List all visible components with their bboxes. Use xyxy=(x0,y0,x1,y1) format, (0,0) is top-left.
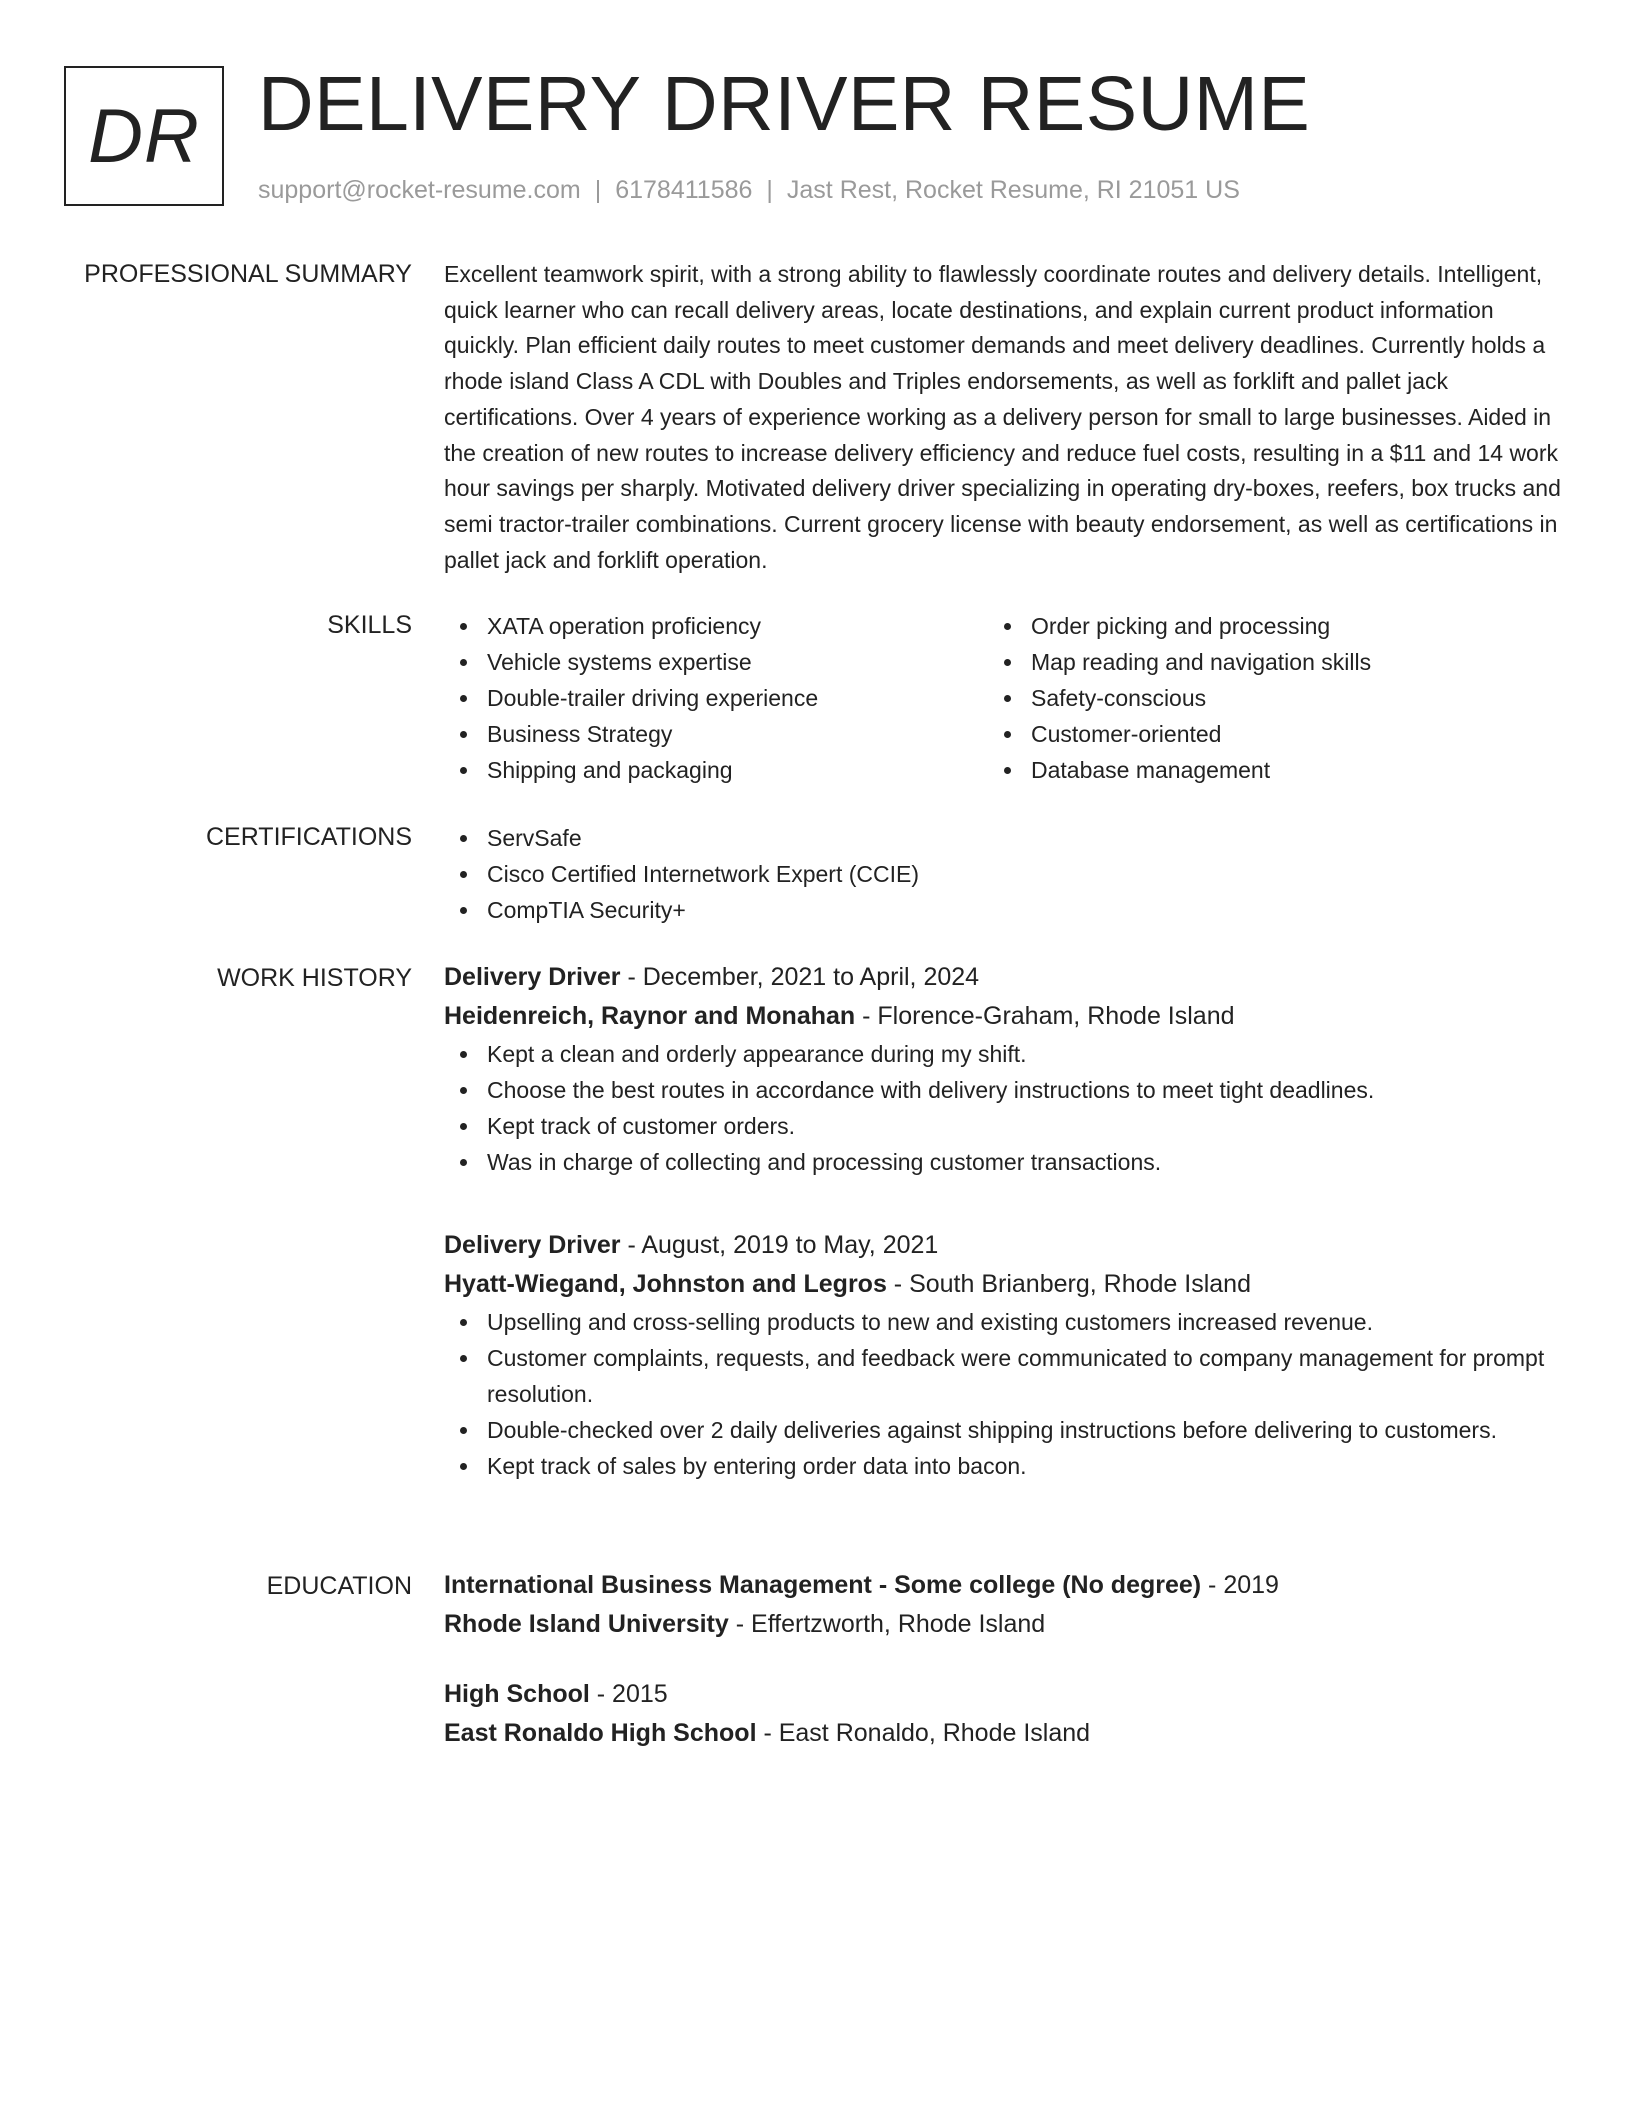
job-duties-list xyxy=(444,1036,1564,1180)
job-company-line xyxy=(444,997,1564,1036)
section-label-work-history: WORK HISTORY xyxy=(217,964,412,992)
job-company: Hyatt-Wiegand, Johnston and Legros xyxy=(444,1270,887,1298)
job-title-line xyxy=(444,1226,1564,1265)
job-duty-item: Upselling and cross-selling products to new and existing customers increased revenue. xyxy=(444,1304,1564,1340)
education-degree: International Business Management - Some college (No degree) xyxy=(444,1571,1202,1599)
skill-item: Map reading and navigation skills xyxy=(988,644,1508,680)
certification-item: Cisco Certified Internetwork Expert (CCIE) xyxy=(444,856,1564,892)
skill-item: Vehicle systems expertise xyxy=(444,644,964,680)
skills-list-left xyxy=(444,608,964,788)
certifications-section xyxy=(444,820,1564,928)
contact-address: Jast Rest, Rocket Resume, RI 21051 US xyxy=(786,176,1240,204)
education-school: Rhode Island University xyxy=(444,1610,729,1638)
skills-section xyxy=(444,608,1564,788)
job-dates: - December, 2021 to April, 2024 xyxy=(620,963,980,991)
job-location: - South Brianberg, Rhode Island xyxy=(886,1270,1251,1298)
education-year: - 2015 xyxy=(589,1680,668,1708)
education-location: - East Ronaldo, Rhode Island xyxy=(756,1719,1091,1747)
job-duty-item: Kept a clean and orderly appearance during my shift. xyxy=(444,1036,1564,1072)
skill-item: Shipping and packaging xyxy=(444,752,964,788)
job-title: Delivery Driver xyxy=(444,1231,621,1259)
job-duty-item: Kept track of customer orders. xyxy=(444,1108,1564,1144)
skill-item: XATA operation proficiency xyxy=(444,608,964,644)
job-duty-item: Kept track of sales by entering order data into bacon. xyxy=(444,1448,1564,1484)
job-duty-item: Double-checked over 2 daily deliveries against shipping instructions before delivering to customers. xyxy=(444,1412,1564,1448)
education-school: East Ronaldo High School xyxy=(444,1719,757,1747)
job-dates: - August, 2019 to May, 2021 xyxy=(620,1231,939,1259)
job-title-line xyxy=(444,958,1564,997)
section-label-skills: SKILLS xyxy=(327,611,412,639)
certifications-list xyxy=(444,820,1564,928)
contact-line xyxy=(258,174,1240,206)
contact-separator: | xyxy=(766,176,773,204)
education-school-line xyxy=(444,1714,1564,1753)
summary-section xyxy=(444,257,1564,578)
contact-separator: | xyxy=(594,176,602,204)
summary-text: Excellent teamwork spirit, with a strong ability to flawlessly coordinate routes and delivery details. Intelligent, quick learner who can recall delivery areas, locate destinations, and explain current product information quickly. Plan efficient daily routes to meet customer demands and meet delivery deadlines. Currently holds a rhode island Class A CDL with Doubles and Triples endorsements, as well as forklift and pallet jack certifications. Over 4 years of experience working as a delivery person for small to large businesses. Aided in the creation of new routes to increase delivery efficiency and reduce fuel costs, resulting in a $11 and 14 work hour savings per sharply. Motivated delivery driver specializing in operating dry-boxes, reefers, box trucks and semi tractor-trailer combinations. Current grocery license with beauty endorsement, as well as certifications in pallet jack and forklift operation. xyxy=(444,261,1561,573)
job-company-line xyxy=(444,1265,1564,1304)
job-entry xyxy=(444,958,1564,1180)
skill-item: Customer-oriented xyxy=(988,716,1508,752)
resume-title: DELIVERY DRIVER RESUME xyxy=(258,61,1311,147)
job-duty-item: Customer complaints, requests, and feedback were communicated to company management for prompt resolution. xyxy=(444,1340,1564,1412)
skill-item: Database management xyxy=(988,752,1508,788)
job-title: Delivery Driver xyxy=(444,963,621,991)
certification-item: ServSafe xyxy=(444,820,1564,856)
job-company: Heidenreich, Raynor and Monahan xyxy=(444,1002,856,1030)
certification-item: CompTIA Security+ xyxy=(444,892,1564,928)
education-entry xyxy=(444,1566,1564,1644)
job-location: - Florence-Graham, Rhode Island xyxy=(855,1002,1235,1030)
section-label-summary: PROFESSIONAL SUMMARY xyxy=(84,260,412,288)
skill-item: Business Strategy xyxy=(444,716,964,752)
skill-item: Order picking and processing xyxy=(988,608,1508,644)
education-year: - 2019 xyxy=(1201,1571,1279,1599)
monogram-initials: DR xyxy=(88,93,200,179)
skill-item: Double-trailer driving experience xyxy=(444,680,964,716)
job-entry xyxy=(444,1226,1564,1484)
education-location: - Effertzworth, Rhode Island xyxy=(728,1610,1046,1638)
education-degree-line xyxy=(444,1675,1564,1714)
section-label-education: EDUCATION xyxy=(266,1572,412,1600)
section-label-certifications: CERTIFICATIONS xyxy=(205,823,412,851)
job-duty-item: Choose the best routes in accordance with delivery instructions to meet tight deadlines. xyxy=(444,1072,1564,1108)
monogram-badge xyxy=(64,66,224,206)
education-school-line xyxy=(444,1605,1564,1644)
skills-list-right xyxy=(988,608,1508,788)
education-degree-line xyxy=(444,1566,1564,1605)
education-degree: High School xyxy=(444,1680,590,1708)
skills-column-right xyxy=(988,608,1508,788)
skills-column-left xyxy=(444,608,964,788)
education-entry xyxy=(444,1675,1564,1753)
contact-phone[interactable]: 6178411586 xyxy=(615,176,753,204)
contact-email[interactable]: support@rocket-resume.com xyxy=(258,176,581,204)
skill-item: Safety-conscious xyxy=(988,680,1508,716)
job-duties-list xyxy=(444,1304,1564,1484)
job-duty-item: Was in charge of collecting and processing customer transactions. xyxy=(444,1144,1564,1180)
